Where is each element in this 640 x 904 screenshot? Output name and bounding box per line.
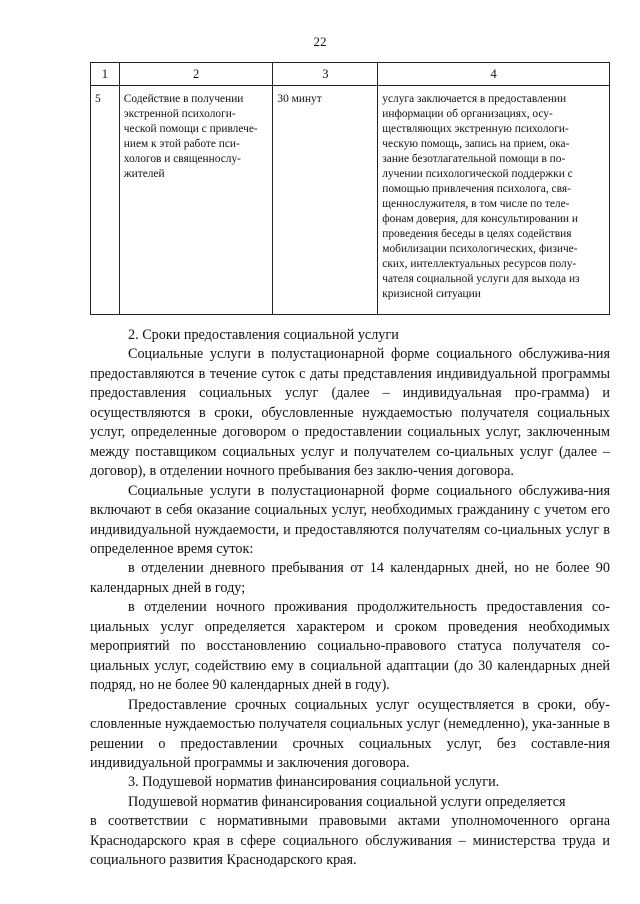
table-header-cell: 2 <box>119 63 273 86</box>
paragraph: Предоставление срочных социальных услуг осуществляется в сроки, обу-словленные нуждаемостью получателя социальных услуг (немедленно), ука-занные в решении о предоставлении срочных социальных услуг, без составле-ния индивидуальной программы и заключения договора. <box>90 696 610 771</box>
paragraph: в соответствии с нормативными правовыми актами уполномоченного органа Краснодарского края в сфере социального обслуживания – министерства труда и социального развития Краснодарского края. <box>90 813 610 869</box>
paragraph: Социальные услуги в полустационарной форме социального обслужива-ния предоставляются в течение суток с даты представления индивидуальной программы предоставления социальных услуг (далее – индивидуальная про-грамма) и осуществляются в сроки, обусловленные нуждаемостью получателя социальных услуг, определенные договором о предоставлении социальных услуг, заключенным между поставщиком социальных услуг и получателем со-циальных услуг (далее – договор), в отделении ночного пребывания без заклю-чения договора. <box>90 346 610 480</box>
service-name-cell <box>119 86 273 315</box>
table-header-row <box>91 63 610 86</box>
paragraph: в отделении дневного пребывания от 14 календарных дней, но не более 90 календарных дней в году; <box>90 560 610 596</box>
service-time-text: 30 минут <box>277 93 322 105</box>
table-row <box>91 86 610 315</box>
table-header-cell: 1 <box>91 63 120 86</box>
service-time-cell <box>273 86 378 315</box>
paragraph: Подушевой норматив финансирования социальной услуги определяется <box>128 793 566 810</box>
table-header-cell: 4 <box>378 63 610 86</box>
row-number <box>91 86 120 315</box>
service-description-text: услуга заключается в предоставлении информации об организациях, осу- ществляющих экстренную психологи- ческую помощь, запись на прием, ока- зание безотлагательной помощи в по- лучении психологической поддержки с помощью привлечения психолога, свя- щеннослужителя, в том числе по теле- фонам доверия, для консультировании и проведения беседы в целях содействия мобилизации психологических, физиче- ских, интеллектуальных ресурсов полу- чателя социальной услуги для выхода из кризисной ситуации <box>382 93 580 300</box>
paragraph: в отделении ночного проживания продолжительность предоставления со-циальных услуг определяется характером и сроком проведения необходимых мероприятий по восстановлению социально-правового статуса получателя со-циальных услуг, содействию ему в социальной адаптации (до 30 календарных дней подряд, но не более 90 календарных дней в году). <box>90 599 610 694</box>
section-heading-3: 3. Подушевой норматив финансирования социальной услуги. <box>128 774 500 791</box>
section-heading-2: 2. Сроки предоставления социальной услуги <box>128 327 399 343</box>
service-description-cell <box>378 86 610 315</box>
document-body <box>90 326 610 871</box>
page-number: 22 <box>313 34 327 49</box>
row-number-text: 5 <box>95 93 101 105</box>
services-table <box>90 62 610 315</box>
table-header-cell: 3 <box>273 63 378 86</box>
paragraph: Социальные услуги в полустационарной форме социального обслужива-ния включают в себя оказание социальных услуг, необходимых гражданину с учетом его индивидуальной нуждаемости, и предоставляются получателям со-циальных услуг в определенное время суток: <box>90 482 610 557</box>
service-name-text: Содействие в получении экстренной психологи- ческой помощи с привлече- нием к этой работе пси- хологов и священнослу- жителей <box>123 93 258 180</box>
